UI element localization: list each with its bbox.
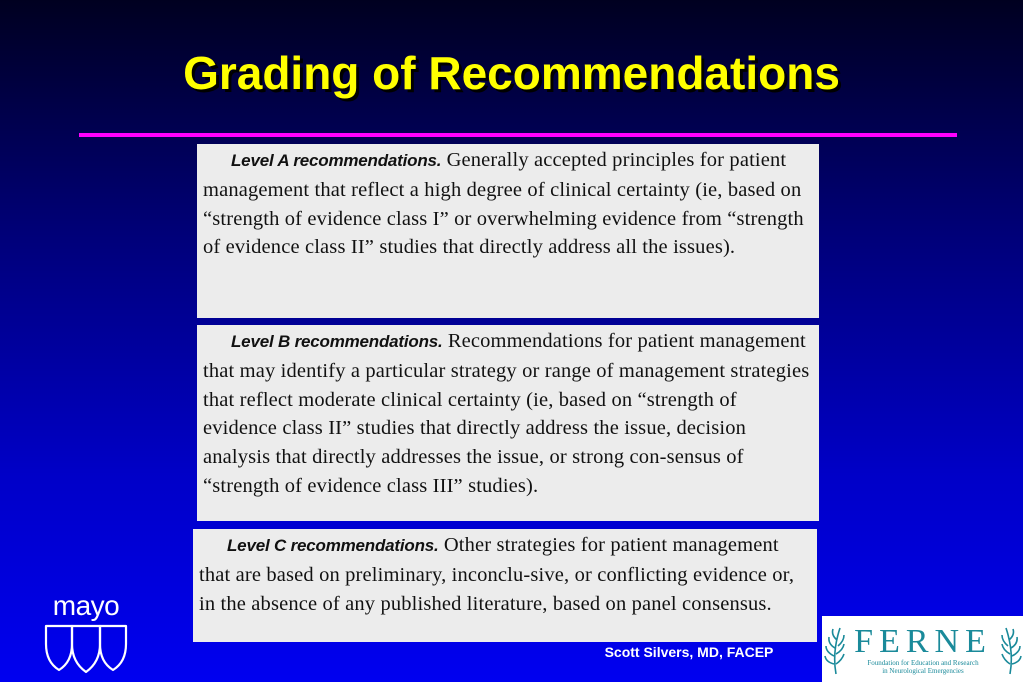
level-b-box xyxy=(197,325,819,521)
title-divider xyxy=(79,133,957,137)
ferne-tagline-1: Foundation for Education and Research xyxy=(867,659,979,667)
ferne-letters: FERNE xyxy=(854,623,992,660)
level-b-text: Recommendations for patient management that may identify a particular strategy or range of management strategies that reflect moderate clinical certainty (ie, based on “strength of evidence class II” studies that directly address the issue, decision analysis that directly addresses the issue, or strong con-sensus of “strength of evidence class III” studies). xyxy=(203,330,810,497)
level-b-label: Level B recommendations. xyxy=(231,332,443,351)
mayo-shields-icon xyxy=(42,622,130,674)
level-a-box xyxy=(197,144,819,318)
slide-title: Grading of Recommendations xyxy=(183,47,840,99)
presenter-credit: Scott Silvers, MD, FACEP xyxy=(604,644,774,660)
level-a-text: Generally accepted principles for patient management that reflect a high degree of clinical certainty (ie, based on “strength of evidence class I” or overwhelming evidence from “strength of evidence class II” studies that directly address all the issues). xyxy=(203,149,804,259)
mayo-wordmark: mayo xyxy=(52,590,120,621)
ferne-logo xyxy=(822,616,1023,682)
level-a-label: Level A recommendations. xyxy=(231,151,442,170)
mayo-logo xyxy=(38,592,134,676)
level-c-text: Other strategies for patient management that are based on preliminary, inconclu-sive, or conflicting evidence or, in the absence of any published literature, based on panel consensus. xyxy=(199,534,795,615)
level-c-box xyxy=(193,529,817,642)
ferne-tagline-2: in Neurological Emergencies xyxy=(882,667,964,675)
level-c-label: Level C recommendations. xyxy=(227,536,439,555)
